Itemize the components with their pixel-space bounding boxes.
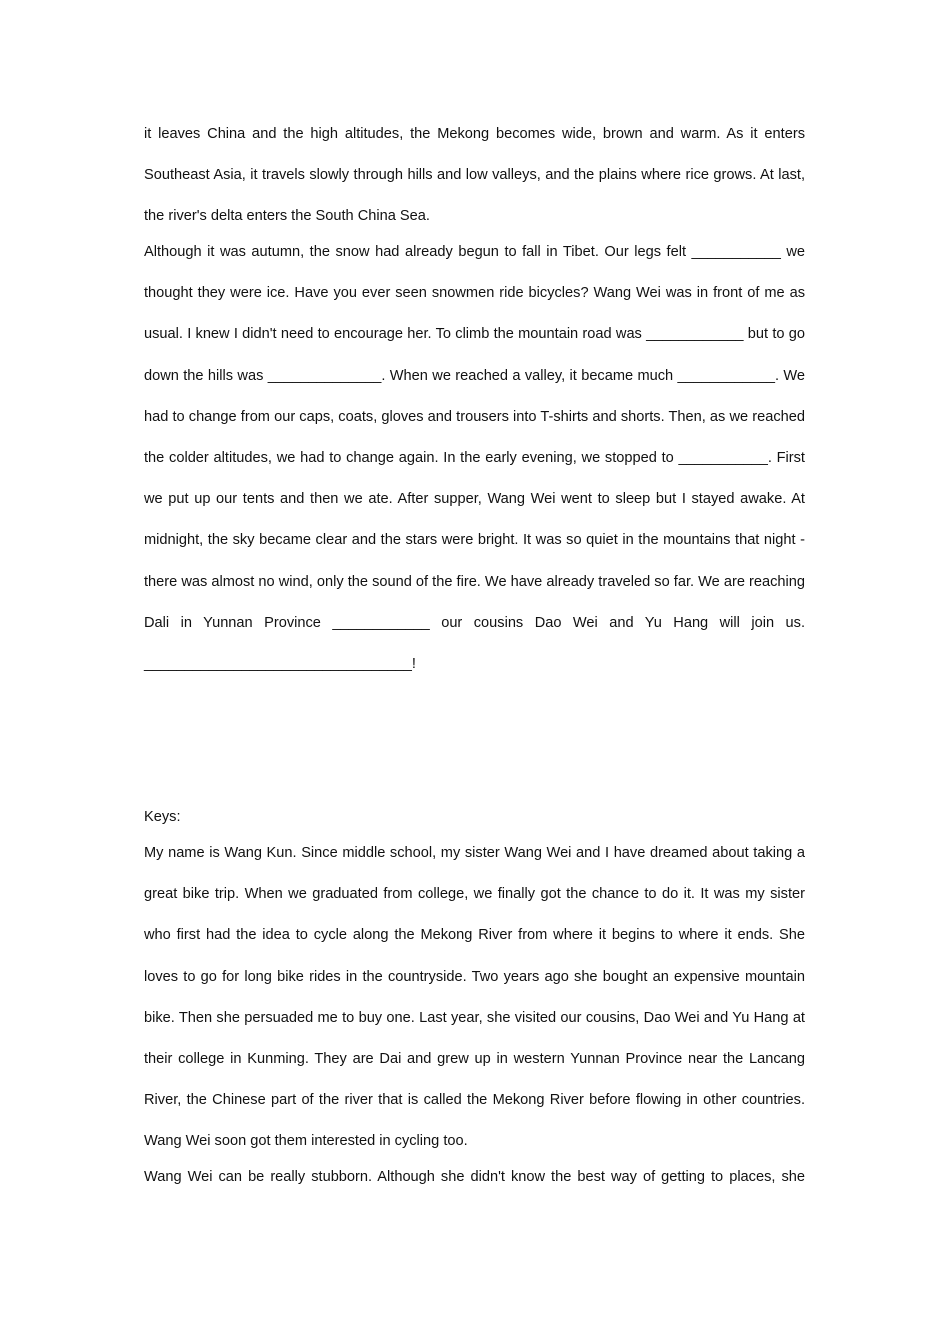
key-paragraph-2: Wang Wei can be really stubborn. Although she didn't know the best way of getting to places, she [144,1169,805,1185]
cloze-passage [144,232,805,685]
key-paragraph-1: My name is Wang Kun. Since middle school, my sister Wang Wei and I have dreamed about taking a great bike trip. When we graduated from college, we finally got the chance to do it. It was my sister who first had the idea to cycle along the Mekong River from where it begins to where it ends. She loves to go for long bike rides in the countryside. Two years ago she bought an expensive mountain bike. Then she persuaded me to buy one. Last year, she visited our cousins, Dao Wei and Yu Hang at their college in Kunming. They are Dai and grew up in western Yunnan Province near the Lancang River, the Chinese part of the river that is called the Mekong River before flowing in other countries. Wang Wei soon got them interested in cycling too. [144,845,805,1150]
cloze-passage-final-blank: _________________________________! [144,656,416,673]
paragraph-mekong-description: it leaves China and the high altitudes, the Mekong becomes wide, brown and warm. As it enters Southeast Asia, it travels slowly through hills and low valleys, and the plains where rice grows. At last, the river's delta enters the South China Sea. [144,126,805,225]
cloze-passage-text: Although it was autumn, the snow had already begun to fall in Tibet. Our legs felt ___________ we thought they were ice. Have you ever seen snowmen ride bicycles? Wang Wei was in front of me as usual. I knew I didn't need to encourage her. To climb the mountain road was ____________ but to go down the hills was ______________. When we reached a valley, it became much ____________. We had to change from our caps, coats, gloves and trousers into T-shirts and shorts. Then, as we reached the colder altitudes, we had to change again. In the early evening, we stopped to ___________. First we put up our tents and then we ate. After supper, Wang Wei went to sleep but I stayed awake. At midnight, the sky became clear and the stars were bright. It was so quiet in the mountains that night - there was almost no wind, only the sound of the fire. We have already traveled so far. We are reaching Dali in Yunnan Province ____________ our cousins Dao Wei and Yu Hang will join us. [144,244,805,631]
keys-heading: Keys: [144,809,181,825]
